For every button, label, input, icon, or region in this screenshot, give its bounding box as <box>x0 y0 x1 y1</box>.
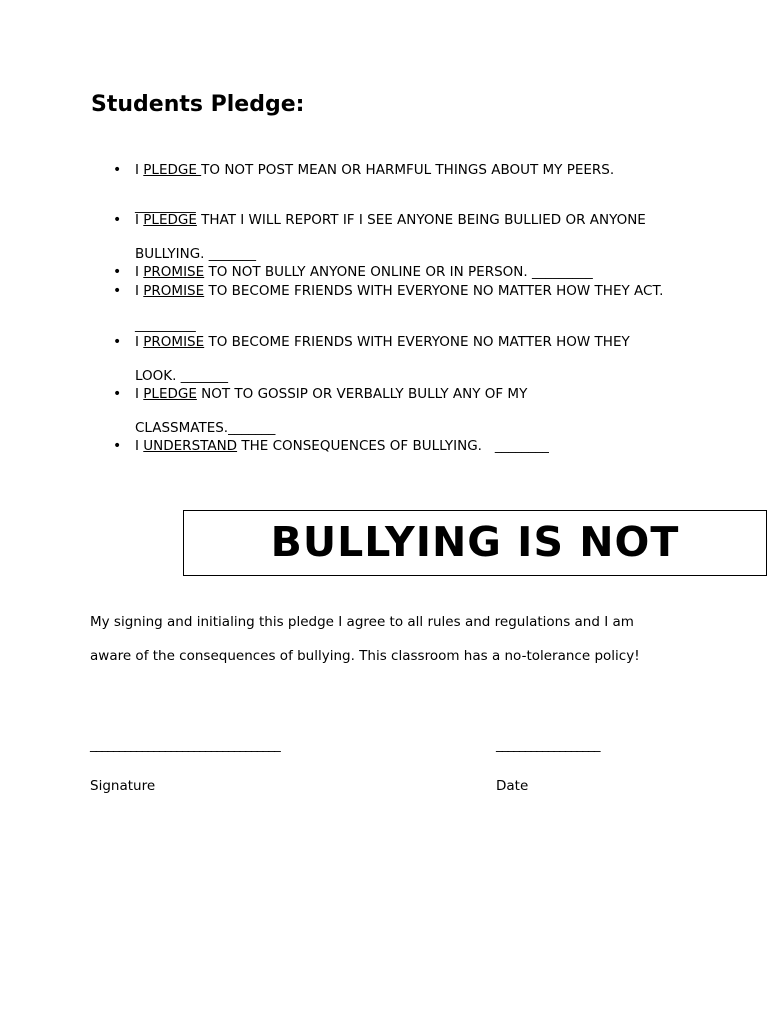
bullet-icon: • <box>113 386 122 402</box>
pledge-keyword: PLEDGE <box>143 162 202 178</box>
initial-blank: _________ <box>135 317 196 333</box>
pledge-continuation: BULLYING. _______ <box>135 246 257 262</box>
bullet-icon: • <box>113 162 122 178</box>
pledge-keyword: PROMISE <box>143 264 205 280</box>
pledge-line: I UNDERSTAND THE CONSEQUENCES OF BULLYING. ________ <box>135 438 549 454</box>
pledge-keyword: PROMISE <box>143 334 205 350</box>
pledge-keyword: PLEDGE <box>143 212 197 228</box>
date-line[interactable]: __________________ <box>496 737 600 753</box>
banner-box <box>183 510 767 576</box>
pledge-continuation: LOOK. _______ <box>135 368 228 384</box>
bullet-icon: • <box>113 334 122 350</box>
bullet-icon: • <box>113 283 122 299</box>
pledge-line: I PLEDGE TO NOT POST MEAN OR HARMFUL THINGS ABOUT MY PEERS. <box>135 162 615 178</box>
banner-text: BULLYING IS NOT <box>270 518 680 566</box>
page-title: Students Pledge: <box>91 92 305 117</box>
pledge-continuation: CLASSMATES._______ <box>135 420 276 436</box>
pledge-line: I PROMISE TO BECOME FRIENDS WITH EVERYONE NO MATTER HOW THEY <box>135 334 630 350</box>
bullet-icon: • <box>113 212 122 228</box>
bullet-icon: • <box>113 264 122 280</box>
signature-label: Signature <box>90 778 156 794</box>
initial-blank: _________ <box>135 198 196 214</box>
pledge-keyword: PLEDGE <box>143 386 197 402</box>
pledge-line: I PROMISE TO NOT BULLY ANYONE ONLINE OR IN PERSON. _________ <box>135 264 593 280</box>
pledge-line: I PLEDGE NOT TO GOSSIP OR VERBALLY BULLY ANY OF MY <box>135 386 528 402</box>
agreement-line-2: aware of the consequences of bullying. This classroom has a no-tolerance policy! <box>90 648 640 664</box>
bullet-icon: • <box>113 438 122 454</box>
date-label: Date <box>496 778 529 794</box>
pledge-line: I PROMISE TO BECOME FRIENDS WITH EVERYONE NO MATTER HOW THEY ACT. <box>135 283 664 299</box>
agreement-line-1: My signing and initialing this pledge I agree to all rules and regulations and I am <box>90 614 634 630</box>
pledge-keyword: UNDERSTAND <box>143 438 238 454</box>
pledge-keyword: PROMISE <box>143 283 205 299</box>
signature-line[interactable]: _________________________________ <box>90 737 280 753</box>
pledge-line: I PLEDGE THAT I WILL REPORT IF I SEE ANYONE BEING BULLIED OR ANYONE <box>135 212 646 228</box>
